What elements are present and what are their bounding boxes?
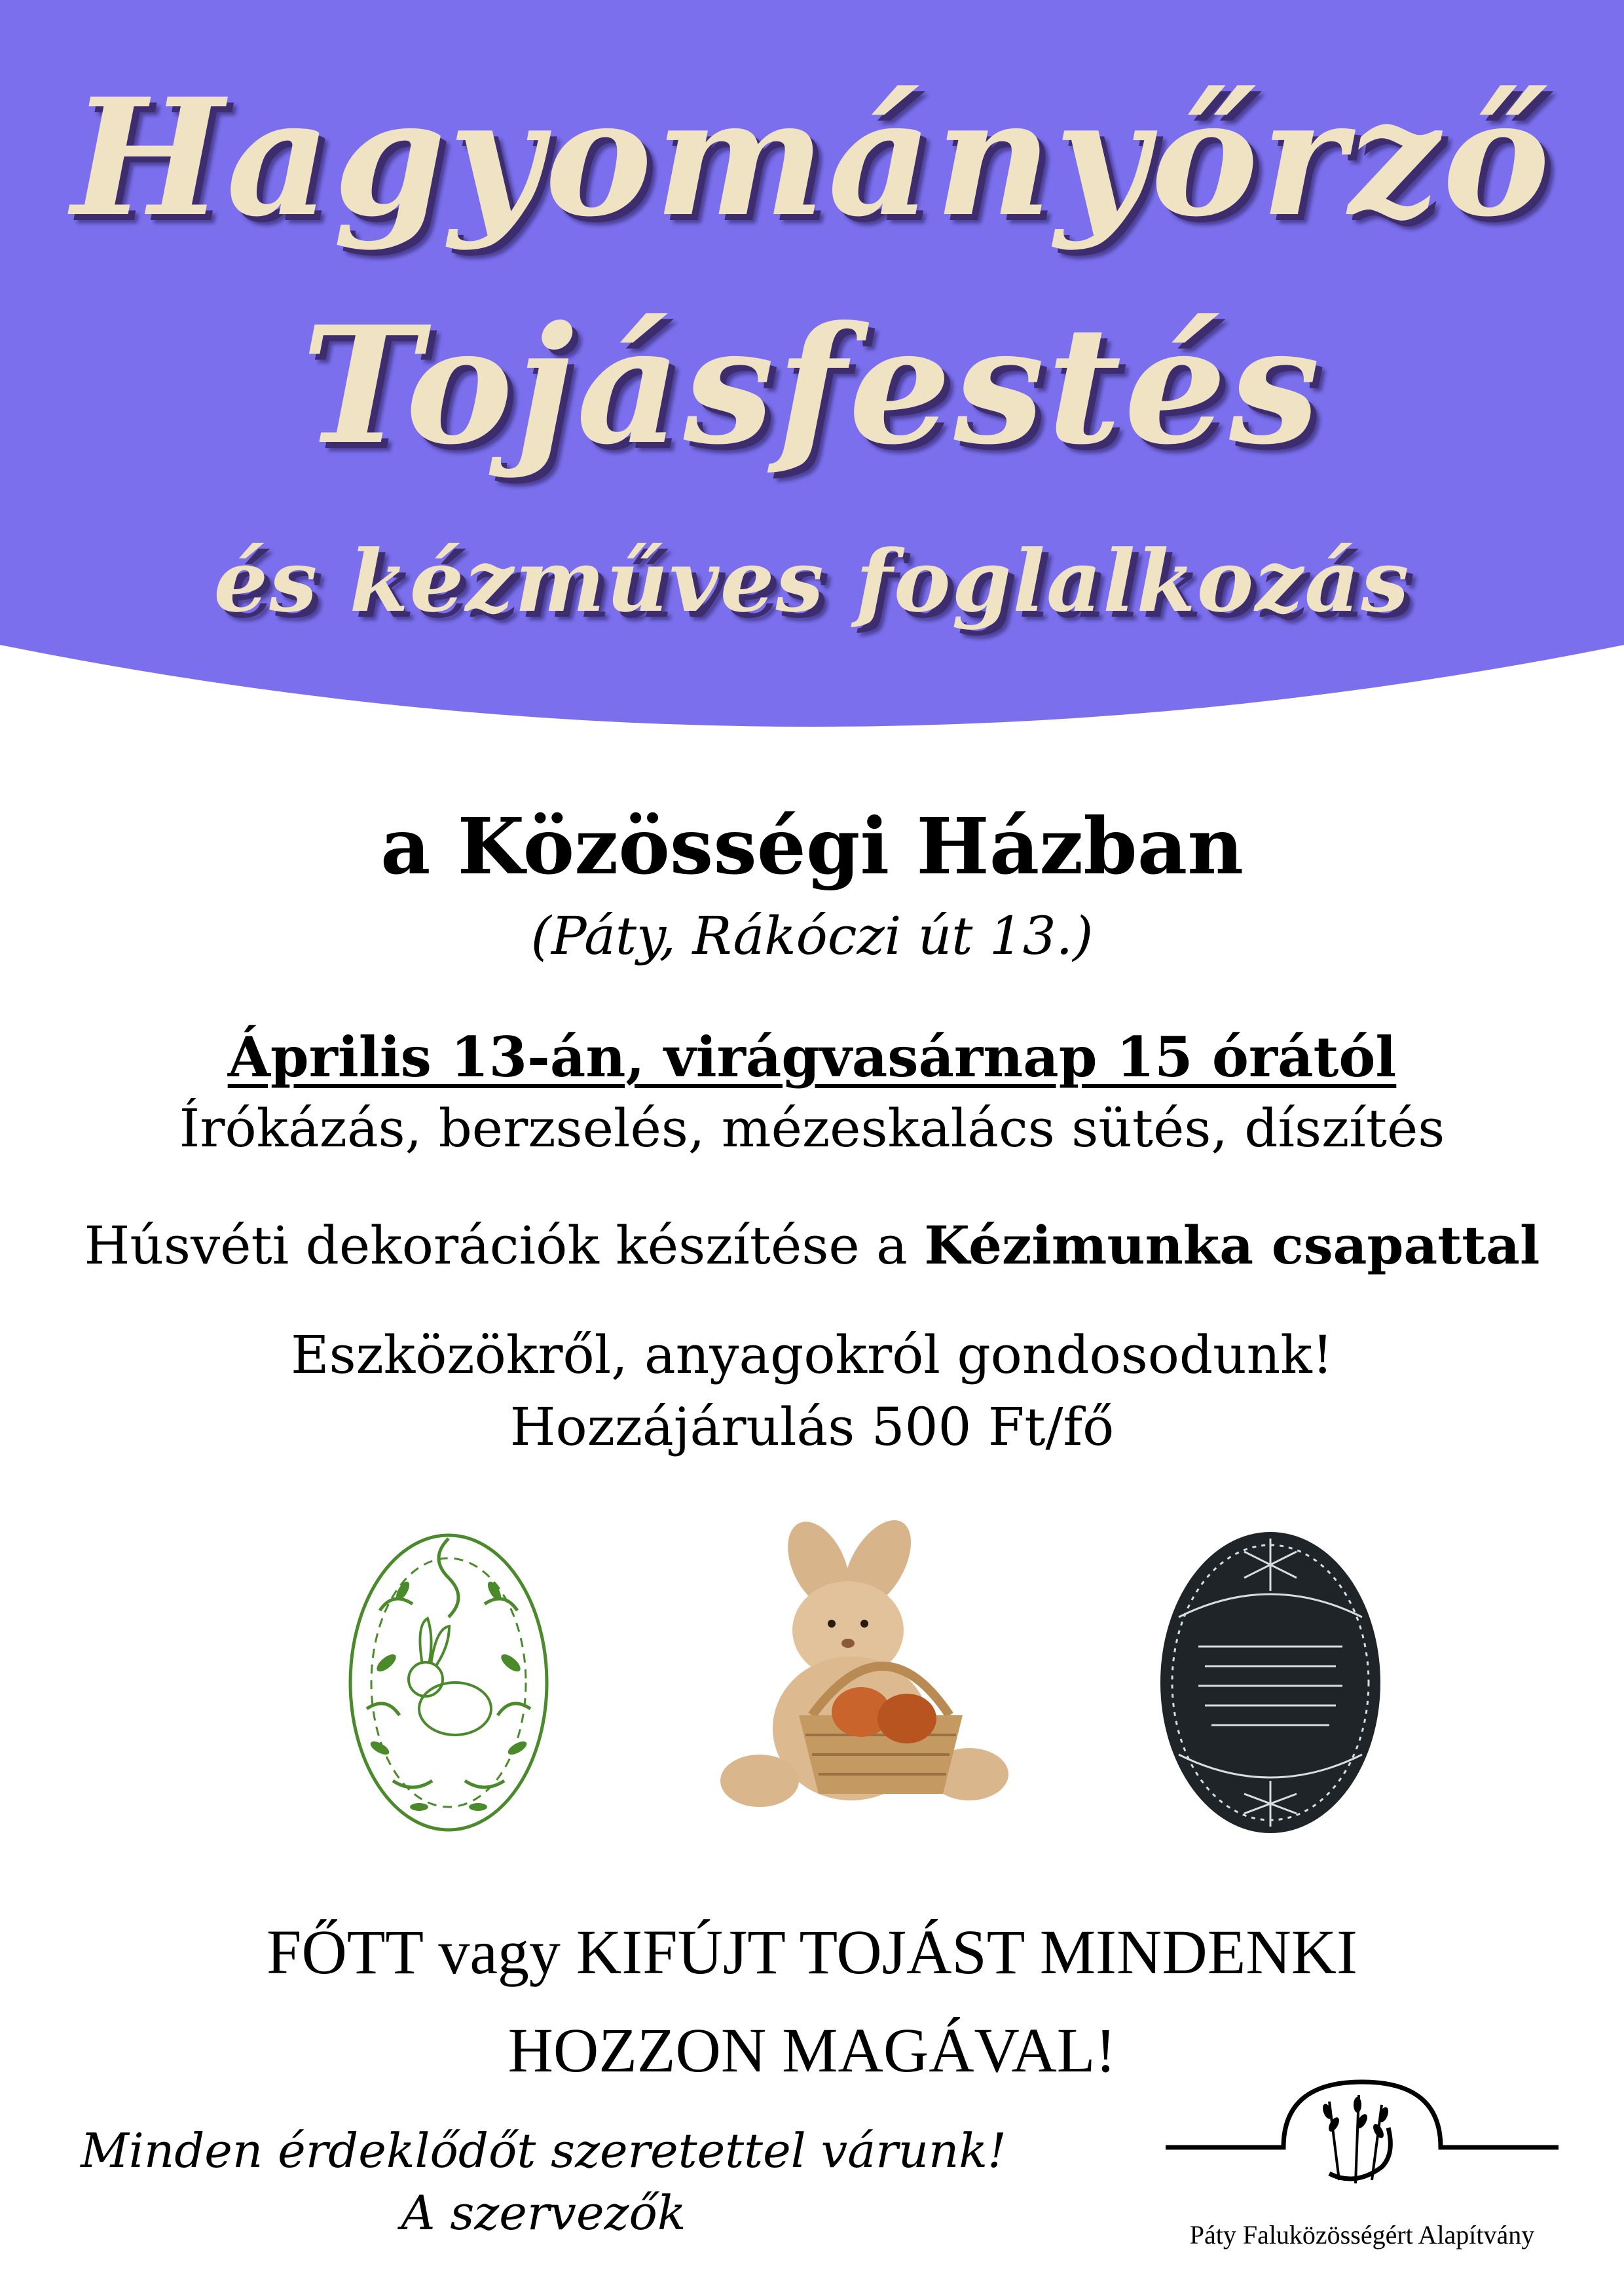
venue: a Közösségi Házban (380, 801, 1244, 892)
bring-eggs-line-2: HOZZON MAGÁVAL! (507, 2015, 1116, 2085)
welcome-message: Minden érdeklődőt szeretettel várunk! (81, 2123, 1006, 2178)
bunny-with-basket-image (720, 1519, 1022, 1827)
foundation-logo (1166, 2075, 1559, 2206)
title-line-1: Hagyományőrző (71, 64, 1553, 253)
decorations-team: Kézimunka csapattal (924, 1214, 1540, 1276)
organizers: A szervezők (401, 2185, 686, 2240)
green-embroidered-egg-image (341, 1512, 557, 1840)
title-line-2: Tojásfestés (301, 291, 1323, 481)
decorations-line (0, 1211, 1624, 1280)
activities: Írókázás, berzselés, mézeskalács sütés, díszítés (179, 1098, 1445, 1159)
fee: Hozzájárulás 500 Ft/fő (509, 1396, 1115, 1457)
supplies-note: Eszközökről, anyagokról gondosodunk! (291, 1324, 1333, 1385)
foundation-name: Páty Faluközösségért Alapítvány (1189, 2220, 1535, 2250)
address: (Páty, Rákóczi út 13.) (530, 905, 1094, 966)
bring-eggs-line-1: FŐTT vagy KIFÚJT TOJÁST MINDENKI (267, 1917, 1357, 1987)
decorations-text: Húsvéti dekorációk készítése a (84, 1215, 925, 1276)
event-date: Április 13-án, virágvasárnap 15 órától (227, 1025, 1397, 1089)
subtitle: és kézműves foglalkozás (213, 531, 1411, 631)
black-written-egg-image (1153, 1506, 1388, 1840)
